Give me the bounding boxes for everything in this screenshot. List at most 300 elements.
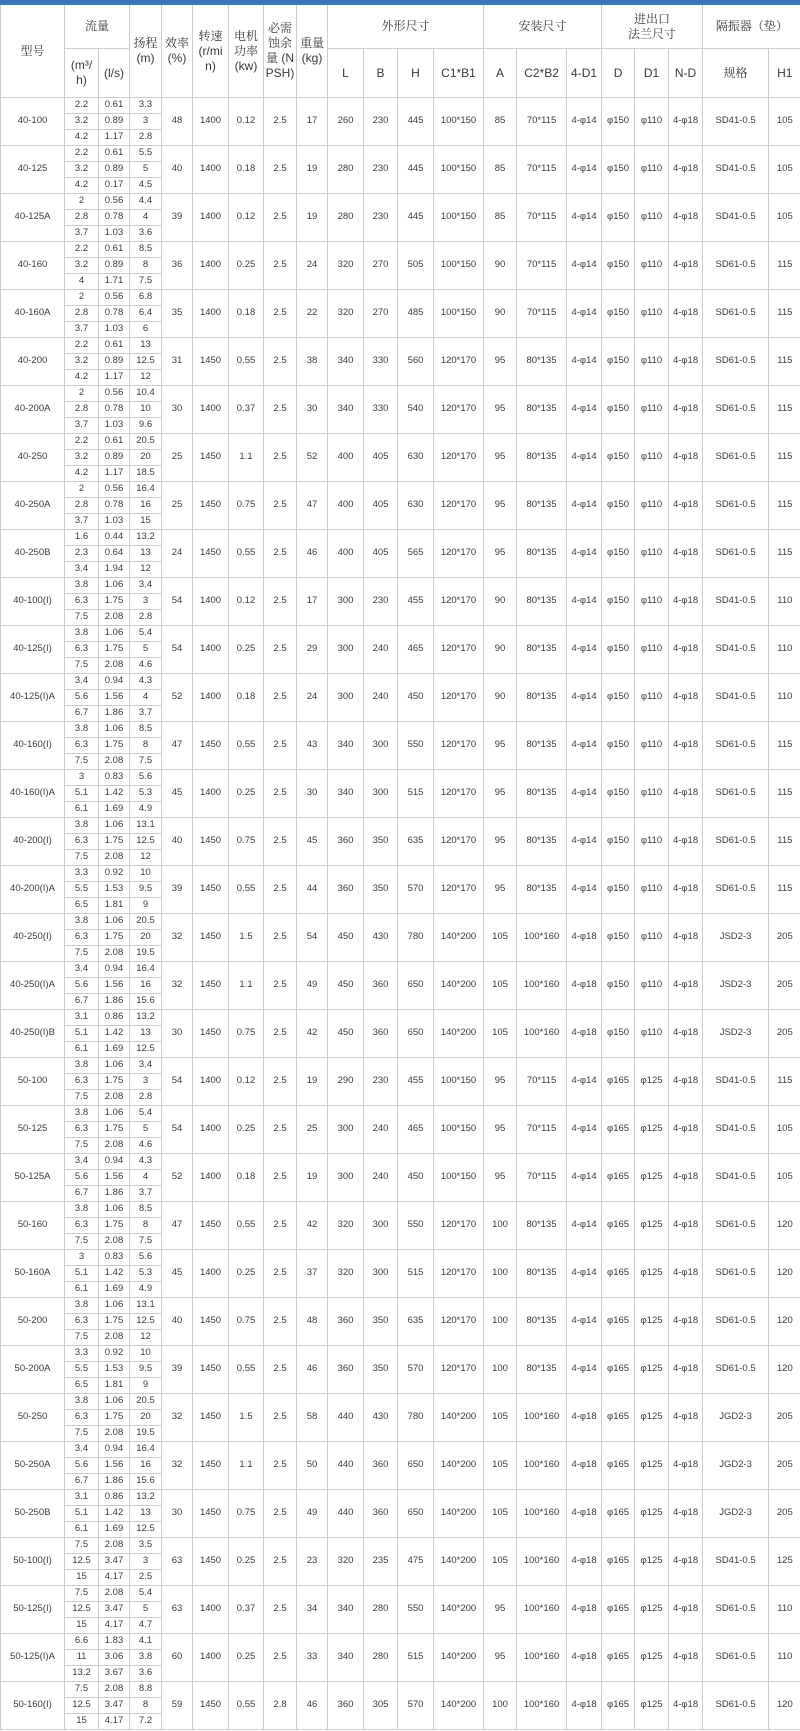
head-cell: 5 [130,1602,162,1618]
npsh-cell: 2.5 [264,1010,297,1058]
install-A-cell: 105 [484,1010,517,1058]
install-C2B2-cell: 100*160 [517,1538,567,1586]
isolator-spec-cell: SD61-0.5 [703,1346,769,1394]
install-C2B2-cell: 100*160 [517,1490,567,1538]
weight-cell: 19 [297,1154,328,1202]
dim-C1B1-cell: 140*200 [434,1010,484,1058]
flow-m3h-cell: 6.3 [65,834,99,850]
weight-cell: 25 [297,1106,328,1154]
flow-m3h-cell: 6.7 [65,706,99,722]
flow-ls-cell: 1.03 [99,514,130,530]
efficiency-cell: 59 [162,1682,193,1730]
dim-B-cell: 330 [364,338,398,386]
install-4D1-cell: 4-φ18 [567,1634,602,1682]
flow-ls-cell: 0.78 [99,306,130,322]
head-cell: 15.6 [130,994,162,1010]
flange-D1-cell: φ125 [635,1682,669,1730]
flange-D1-cell: φ110 [635,674,669,722]
col-header-spec: 规格 [703,49,769,98]
dim-H-cell: 515 [398,1250,434,1298]
flow-ls-cell: 0.89 [99,258,130,274]
flow-ls-cell: 4.17 [99,1714,130,1730]
spec-row [1,818,800,834]
col-header-flow-m3h: (m³/h) [65,49,99,98]
flange-ND-cell: 4-φ18 [669,578,703,626]
install-4D1-cell: 4-φ14 [567,530,602,578]
motor-power-cell: 0.25 [229,242,264,290]
model-cell: 50-100 [1,1058,65,1106]
flow-m3h-cell: 2.2 [65,338,99,354]
flow-m3h-cell: 3.8 [65,1058,99,1074]
weight-cell: 29 [297,626,328,674]
install-A-cell: 95 [484,530,517,578]
flow-ls-cell: 2.08 [99,1586,130,1602]
isolator-H1-cell: 115 [769,818,800,866]
flange-D1-cell: φ110 [635,290,669,338]
dim-B-cell: 300 [364,1202,398,1250]
motor-power-cell: 0.18 [229,1154,264,1202]
install-C2B2-cell: 80*135 [517,578,567,626]
col-header-C1B1: C1*B1 [434,49,484,98]
flow-ls-cell: 0.94 [99,1442,130,1458]
head-cell: 12 [130,562,162,578]
model-cell: 40-250(I)B [1,1010,65,1058]
flow-m3h-cell: 12.5 [65,1698,99,1714]
flow-m3h-cell: 3.8 [65,626,99,642]
head-cell: 5 [130,1122,162,1138]
flow-m3h-cell: 6.3 [65,1314,99,1330]
dim-L-cell: 360 [328,1346,364,1394]
dim-B-cell: 240 [364,626,398,674]
col-header-4D1: 4-D1 [567,49,602,98]
flow-ls-cell: 1.42 [99,1266,130,1282]
flow-m3h-cell: 3.4 [65,962,99,978]
flow-m3h-cell: 3.2 [65,114,99,130]
flow-m3h-cell: 6.3 [65,642,99,658]
head-cell: 15.6 [130,1474,162,1490]
flow-m3h-cell: 7.5 [65,610,99,626]
flow-ls-cell: 0.86 [99,1010,130,1026]
head-cell: 3.7 [130,1186,162,1202]
efficiency-cell: 40 [162,818,193,866]
motor-power-cell: 0.25 [229,1634,264,1682]
spec-table-body [1,98,800,1730]
dim-L-cell: 400 [328,482,364,530]
model-cell: 50-200A [1,1346,65,1394]
isolator-spec-cell: JSD2-3 [703,962,769,1010]
flange-D1-cell: φ110 [635,530,669,578]
flow-ls-cell: 0.86 [99,1490,130,1506]
install-A-cell: 95 [484,770,517,818]
isolator-H1-cell: 110 [769,674,800,722]
model-cell: 50-160(I) [1,1682,65,1730]
speed-cell: 1450 [193,1442,229,1490]
npsh-cell: 2.5 [264,626,297,674]
model-cell: 40-160A [1,290,65,338]
speed-cell: 1450 [193,530,229,578]
weight-cell: 19 [297,1058,328,1106]
col-header-model: 型号 [1,5,65,98]
install-A-cell: 90 [484,290,517,338]
install-C2B2-cell: 80*135 [517,386,567,434]
dim-C1B1-cell: 100*150 [434,146,484,194]
flange-D1-cell: φ110 [635,770,669,818]
install-C2B2-cell: 70*115 [517,98,567,146]
install-A-cell: 90 [484,674,517,722]
isolator-H1-cell: 115 [769,722,800,770]
dim-L-cell: 360 [328,1298,364,1346]
flange-D1-cell: φ125 [635,1538,669,1586]
head-cell: 3.4 [130,578,162,594]
isolator-spec-cell: SD61-0.5 [703,386,769,434]
dim-B-cell: 300 [364,722,398,770]
install-A-cell: 95 [484,482,517,530]
head-cell: 8.5 [130,1202,162,1218]
flow-ls-cell: 0.94 [99,674,130,690]
flow-m3h-cell: 5.1 [65,1026,99,1042]
flow-m3h-cell: 7.5 [65,1138,99,1154]
npsh-cell: 2.5 [264,338,297,386]
npsh-cell: 2.5 [264,1538,297,1586]
isolator-spec-cell: SD41-0.5 [703,194,769,242]
isolator-spec-cell: SD41-0.5 [703,1106,769,1154]
spec-row [1,1490,800,1506]
flange-D-cell: φ150 [602,290,635,338]
head-cell: 12 [130,1330,162,1346]
dim-H-cell: 635 [398,1298,434,1346]
pump-spec-table [0,5,800,1730]
speed-cell: 1400 [193,578,229,626]
weight-cell: 34 [297,1586,328,1634]
model-cell: 40-100(I) [1,578,65,626]
flow-ls-cell: 1.56 [99,690,130,706]
isolator-H1-cell: 115 [769,434,800,482]
flange-D1-cell: φ125 [635,1250,669,1298]
dim-L-cell: 340 [328,770,364,818]
flange-ND-cell: 4-φ18 [669,1154,703,1202]
speed-cell: 1400 [193,194,229,242]
install-4D1-cell: 4-φ18 [567,1442,602,1490]
flow-ls-cell: 1.71 [99,274,130,290]
install-A-cell: 85 [484,194,517,242]
flange-D-cell: φ150 [602,434,635,482]
head-cell: 19.5 [130,946,162,962]
speed-cell: 1400 [193,1586,229,1634]
spec-row [1,1154,800,1170]
flow-ls-cell: 1.17 [99,370,130,386]
speed-cell: 1400 [193,1154,229,1202]
motor-power-cell: 1.1 [229,962,264,1010]
head-cell: 4.9 [130,1282,162,1298]
npsh-cell: 2.5 [264,1298,297,1346]
isolator-spec-cell: SD61-0.5 [703,1298,769,1346]
isolator-spec-cell: SD41-0.5 [703,146,769,194]
install-4D1-cell: 4-φ18 [567,914,602,962]
flow-ls-cell: 1.42 [99,786,130,802]
flange-ND-cell: 4-φ18 [669,530,703,578]
head-cell: 12.5 [130,834,162,850]
flange-D-cell: φ165 [602,1634,635,1682]
flow-ls-cell: 0.83 [99,1250,130,1266]
flow-ls-cell: 3.47 [99,1554,130,1570]
flow-m3h-cell: 3.4 [65,1154,99,1170]
spec-row [1,722,800,738]
speed-cell: 1400 [193,1634,229,1682]
dim-B-cell: 405 [364,530,398,578]
head-cell: 13.1 [130,818,162,834]
dim-L-cell: 450 [328,962,364,1010]
head-cell: 4 [130,1170,162,1186]
flow-m3h-cell: 7.5 [65,1586,99,1602]
spec-row [1,242,800,258]
col-header-isolator: 隔振器（垫） [703,5,800,49]
dim-C1B1-cell: 120*170 [434,866,484,914]
install-A-cell: 95 [484,386,517,434]
dim-C1B1-cell: 140*200 [434,1634,484,1682]
motor-power-cell: 0.75 [229,1490,264,1538]
dim-H-cell: 630 [398,434,434,482]
dim-B-cell: 300 [364,770,398,818]
speed-cell: 1450 [193,1010,229,1058]
flow-ls-cell: 2.08 [99,1234,130,1250]
flow-ls-cell: 0.61 [99,98,130,114]
install-A-cell: 100 [484,1346,517,1394]
dim-C1B1-cell: 120*170 [434,1298,484,1346]
flange-D1-cell: φ110 [635,722,669,770]
dim-L-cell: 360 [328,818,364,866]
install-C2B2-cell: 70*115 [517,1058,567,1106]
flange-ND-cell: 4-φ18 [669,674,703,722]
col-header-efficiency: 效率 (%) [162,5,193,98]
head-cell: 5.4 [130,1586,162,1602]
model-cell: 50-125(I) [1,1586,65,1634]
npsh-cell: 2.5 [264,1634,297,1682]
dim-C1B1-cell: 100*150 [434,242,484,290]
flow-m3h-cell: 11 [65,1650,99,1666]
flow-ls-cell: 4.17 [99,1618,130,1634]
npsh-cell: 2.5 [264,98,297,146]
head-cell: 8.5 [130,722,162,738]
flange-D1-cell: φ125 [635,1106,669,1154]
model-cell: 50-125A [1,1154,65,1202]
dim-C1B1-cell: 140*200 [434,1682,484,1730]
install-4D1-cell: 4-φ14 [567,818,602,866]
isolator-spec-cell: SD61-0.5 [703,1250,769,1298]
dim-B-cell: 430 [364,1394,398,1442]
flow-ls-cell: 1.69 [99,1042,130,1058]
flange-ND-cell: 4-φ18 [669,1346,703,1394]
isolator-spec-cell: JSD2-3 [703,914,769,962]
flow-m3h-cell: 2 [65,194,99,210]
flow-m3h-cell: 3 [65,1250,99,1266]
spec-row [1,1298,800,1314]
model-cell: 40-250B [1,530,65,578]
flow-ls-cell: 1.86 [99,1186,130,1202]
install-4D1-cell: 4-φ14 [567,482,602,530]
flow-ls-cell: 2.08 [99,658,130,674]
flow-ls-cell: 0.56 [99,482,130,498]
weight-cell: 17 [297,98,328,146]
dim-B-cell: 235 [364,1538,398,1586]
col-header-head: 扬程 (m) [130,5,162,98]
isolator-spec-cell: SD61-0.5 [703,434,769,482]
flow-m3h-cell: 6.1 [65,1522,99,1538]
flow-ls-cell: 1.06 [99,914,130,930]
spec-row [1,194,800,210]
install-C2B2-cell: 80*135 [517,530,567,578]
efficiency-cell: 54 [162,1106,193,1154]
flange-D1-cell: φ125 [635,1586,669,1634]
install-C2B2-cell: 100*160 [517,1634,567,1682]
head-cell: 13 [130,338,162,354]
spec-row [1,434,800,450]
install-4D1-cell: 4-φ18 [567,1538,602,1586]
head-cell: 12 [130,850,162,866]
flange-D1-cell: φ125 [635,1490,669,1538]
flow-m3h-cell: 2.8 [65,210,99,226]
flow-ls-cell: 1.75 [99,642,130,658]
flange-ND-cell: 4-φ18 [669,98,703,146]
model-cell: 50-250A [1,1442,65,1490]
isolator-spec-cell: SD61-0.5 [703,722,769,770]
motor-power-cell: 0.18 [229,146,264,194]
flow-ls-cell: 0.56 [99,386,130,402]
model-cell: 50-160A [1,1250,65,1298]
head-cell: 3.3 [130,98,162,114]
dim-C1B1-cell: 140*200 [434,914,484,962]
motor-power-cell: 0.55 [229,1682,264,1730]
isolator-H1-cell: 110 [769,626,800,674]
flow-ls-cell: 3.47 [99,1698,130,1714]
flow-m3h-cell: 4.2 [65,178,99,194]
head-cell: 3.6 [130,226,162,242]
motor-power-cell: 0.55 [229,1202,264,1250]
dim-L-cell: 450 [328,914,364,962]
dim-H-cell: 505 [398,242,434,290]
flange-D-cell: φ165 [602,1682,635,1730]
head-cell: 4.5 [130,178,162,194]
install-4D1-cell: 4-φ18 [567,962,602,1010]
isolator-H1-cell: 105 [769,146,800,194]
flange-D1-cell: φ125 [635,1394,669,1442]
isolator-H1-cell: 105 [769,1154,800,1202]
flow-m3h-cell: 6.3 [65,1074,99,1090]
model-cell: 40-200 [1,338,65,386]
flow-m3h-cell: 3.7 [65,418,99,434]
dim-H-cell: 565 [398,530,434,578]
flow-ls-cell: 2.08 [99,754,130,770]
install-A-cell: 105 [484,914,517,962]
flow-ls-cell: 1.83 [99,1634,130,1650]
flow-m3h-cell: 5.6 [65,1458,99,1474]
motor-power-cell: 0.25 [229,1250,264,1298]
dim-L-cell: 440 [328,1394,364,1442]
dim-B-cell: 305 [364,1682,398,1730]
dim-B-cell: 240 [364,674,398,722]
speed-cell: 1450 [193,914,229,962]
flow-ls-cell: 1.75 [99,1314,130,1330]
dim-B-cell: 230 [364,194,398,242]
install-4D1-cell: 4-φ14 [567,1106,602,1154]
flow-m3h-cell: 6.1 [65,1282,99,1298]
head-cell: 2.5 [130,1570,162,1586]
spec-row [1,674,800,690]
flow-ls-cell: 1.53 [99,1362,130,1378]
flow-ls-cell: 0.83 [99,770,130,786]
flow-ls-cell: 3.67 [99,1666,130,1682]
head-cell: 15 [130,514,162,530]
efficiency-cell: 31 [162,338,193,386]
install-C2B2-cell: 70*115 [517,194,567,242]
flow-m3h-cell: 3.4 [65,1442,99,1458]
flow-m3h-cell: 3.2 [65,258,99,274]
flow-ls-cell: 0.61 [99,434,130,450]
dim-H-cell: 650 [398,1490,434,1538]
flange-D-cell: φ150 [602,962,635,1010]
flange-ND-cell: 4-φ18 [669,434,703,482]
dim-L-cell: 320 [328,290,364,338]
flow-ls-cell: 4.17 [99,1570,130,1586]
dim-L-cell: 360 [328,866,364,914]
weight-cell: 17 [297,578,328,626]
dim-C1B1-cell: 100*150 [434,1106,484,1154]
isolator-spec-cell: SD61-0.5 [703,866,769,914]
spec-row [1,866,800,882]
dim-B-cell: 240 [364,1154,398,1202]
install-4D1-cell: 4-φ14 [567,194,602,242]
model-cell: 40-200A [1,386,65,434]
dim-L-cell: 300 [328,1106,364,1154]
model-cell: 40-160 [1,242,65,290]
flow-ls-cell: 2.08 [99,1426,130,1442]
isolator-H1-cell: 115 [769,338,800,386]
weight-cell: 45 [297,818,328,866]
spec-row [1,1586,800,1602]
dim-L-cell: 300 [328,626,364,674]
npsh-cell: 2.5 [264,866,297,914]
flow-ls-cell: 0.92 [99,1346,130,1362]
install-A-cell: 95 [484,434,517,482]
dim-B-cell: 350 [364,1298,398,1346]
flow-m3h-cell: 5.5 [65,882,99,898]
flow-m3h-cell: 5.5 [65,1362,99,1378]
flow-ls-cell: 1.75 [99,1410,130,1426]
motor-power-cell: 0.25 [229,1106,264,1154]
isolator-H1-cell: 110 [769,1634,800,1682]
head-cell: 9 [130,1378,162,1394]
dim-H-cell: 550 [398,1586,434,1634]
install-C2B2-cell: 70*115 [517,242,567,290]
dim-L-cell: 340 [328,386,364,434]
spec-row [1,626,800,642]
dim-L-cell: 260 [328,98,364,146]
speed-cell: 1450 [193,1682,229,1730]
head-cell: 2.8 [130,130,162,146]
dim-H-cell: 450 [398,1154,434,1202]
motor-power-cell: 0.75 [229,818,264,866]
dim-L-cell: 320 [328,242,364,290]
dim-L-cell: 340 [328,338,364,386]
spec-row [1,530,800,546]
head-cell: 20 [130,1410,162,1426]
flow-ls-cell: 1.75 [99,738,130,754]
head-cell: 20.5 [130,434,162,450]
flange-D1-cell: φ125 [635,1202,669,1250]
weight-cell: 24 [297,242,328,290]
head-cell: 3 [130,1074,162,1090]
dim-B-cell: 350 [364,866,398,914]
dim-H-cell: 450 [398,674,434,722]
